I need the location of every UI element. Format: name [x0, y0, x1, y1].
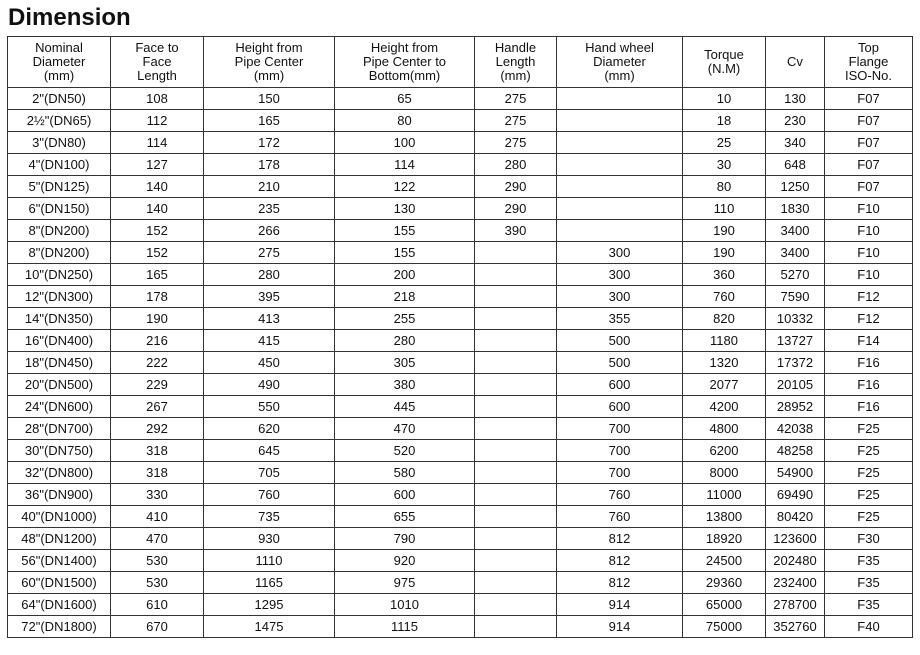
col-header-line: (mm) — [604, 68, 635, 83]
cell-handle-length — [475, 440, 557, 462]
cell-hand-wheel-diameter: 914 — [557, 594, 683, 616]
cell-hand-wheel-diameter: 500 — [557, 330, 683, 352]
cell-top-flange: F10 — [825, 198, 913, 220]
cell-top-flange: F12 — [825, 308, 913, 330]
table-body — [8, 88, 913, 638]
cell-top-flange: F14 — [825, 330, 913, 352]
cell-height-bottom: 255 — [335, 308, 475, 330]
cell-handle-length — [475, 242, 557, 264]
cell-torque: 8000 — [683, 462, 766, 484]
cell-cv: 28952 — [766, 396, 825, 418]
cell-handle-length — [475, 352, 557, 374]
cell-height-center: 266 — [204, 220, 335, 242]
cell-cv: 340 — [766, 132, 825, 154]
col-header-line: Nominal — [35, 40, 83, 55]
cell-nominal-diameter: 32"(DN800) — [8, 462, 111, 484]
col-header-height-center-to-bottom — [335, 37, 475, 88]
cell-nominal-diameter: 14"(DN350) — [8, 308, 111, 330]
cell-height-center: 413 — [204, 308, 335, 330]
table-row — [8, 308, 913, 330]
cell-nominal-diameter: 18"(DN450) — [8, 352, 111, 374]
cell-top-flange: F07 — [825, 88, 913, 110]
cell-handle-length — [475, 308, 557, 330]
cell-cv: 648 — [766, 154, 825, 176]
cell-face-to-face: 670 — [111, 616, 204, 638]
cell-height-bottom: 445 — [335, 396, 475, 418]
table-row — [8, 374, 913, 396]
cell-face-to-face: 330 — [111, 484, 204, 506]
col-header-line: Length — [137, 68, 177, 83]
cell-hand-wheel-diameter: 812 — [557, 528, 683, 550]
cell-height-bottom: 218 — [335, 286, 475, 308]
table-row — [8, 528, 913, 550]
cell-torque: 11000 — [683, 484, 766, 506]
cell-hand-wheel-diameter: 700 — [557, 462, 683, 484]
cell-nominal-diameter: 40"(DN1000) — [8, 506, 111, 528]
cell-nominal-diameter: 3"(DN80) — [8, 132, 111, 154]
cell-hand-wheel-diameter: 300 — [557, 264, 683, 286]
cell-hand-wheel-diameter: 760 — [557, 484, 683, 506]
cell-height-bottom: 114 — [335, 154, 475, 176]
cell-face-to-face: 112 — [111, 110, 204, 132]
cell-torque: 1320 — [683, 352, 766, 374]
cell-top-flange: F30 — [825, 528, 913, 550]
cell-height-bottom: 1010 — [335, 594, 475, 616]
table-row — [8, 88, 913, 110]
cell-torque: 80 — [683, 176, 766, 198]
cell-torque: 360 — [683, 264, 766, 286]
col-header-line: Cv — [787, 54, 803, 69]
cell-height-bottom: 1115 — [335, 616, 475, 638]
cell-height-bottom: 130 — [335, 198, 475, 220]
col-header-line: (mm) — [253, 68, 285, 83]
cell-hand-wheel-diameter — [557, 198, 683, 220]
cell-height-bottom: 200 — [335, 264, 475, 286]
cell-height-bottom: 305 — [335, 352, 475, 374]
table-row — [8, 220, 913, 242]
col-header-handle-length — [475, 37, 557, 88]
cell-hand-wheel-diameter: 300 — [557, 242, 683, 264]
cell-hand-wheel-diameter: 700 — [557, 440, 683, 462]
cell-hand-wheel-diameter: 355 — [557, 308, 683, 330]
cell-height-bottom: 65 — [335, 88, 475, 110]
table-row — [8, 286, 913, 308]
cell-height-center: 760 — [204, 484, 335, 506]
col-header-line: Handle — [494, 40, 537, 55]
col-header-line: Hand wheel — [585, 40, 654, 55]
cell-top-flange: F25 — [825, 506, 913, 528]
cell-height-bottom: 600 — [335, 484, 475, 506]
cell-hand-wheel-diameter: 812 — [557, 572, 683, 594]
cell-top-flange: F25 — [825, 418, 913, 440]
table-header-row — [8, 37, 913, 88]
cell-height-center: 275 — [204, 242, 335, 264]
cell-torque: 29360 — [683, 572, 766, 594]
cell-handle-length — [475, 594, 557, 616]
table-row — [8, 616, 913, 638]
cell-torque: 6200 — [683, 440, 766, 462]
cell-height-center: 1475 — [204, 616, 335, 638]
cell-height-bottom: 790 — [335, 528, 475, 550]
cell-hand-wheel-diameter — [557, 88, 683, 110]
cell-handle-length — [475, 462, 557, 484]
cell-face-to-face: 410 — [111, 506, 204, 528]
cell-nominal-diameter: 56"(DN1400) — [8, 550, 111, 572]
cell-nominal-diameter: 8"(DN200) — [8, 220, 111, 242]
cell-height-center: 1295 — [204, 594, 335, 616]
cell-height-center: 735 — [204, 506, 335, 528]
cell-cv: 48258 — [766, 440, 825, 462]
cell-cv: 1830 — [766, 198, 825, 220]
cell-height-bottom: 470 — [335, 418, 475, 440]
cell-height-bottom: 580 — [335, 462, 475, 484]
table-row — [8, 352, 913, 374]
cell-face-to-face: 165 — [111, 264, 204, 286]
cell-top-flange: F25 — [825, 462, 913, 484]
cell-hand-wheel-diameter: 700 — [557, 418, 683, 440]
col-header-line: Height from — [235, 40, 303, 55]
cell-cv: 17372 — [766, 352, 825, 374]
cell-hand-wheel-diameter: 500 — [557, 352, 683, 374]
col-header-line: Length — [495, 54, 536, 69]
cell-top-flange: F40 — [825, 616, 913, 638]
cell-cv: 5270 — [766, 264, 825, 286]
table-row — [8, 594, 913, 616]
cell-height-bottom: 100 — [335, 132, 475, 154]
cell-handle-length — [475, 616, 557, 638]
table-row — [8, 198, 913, 220]
cell-hand-wheel-diameter — [557, 110, 683, 132]
cell-height-center: 490 — [204, 374, 335, 396]
cell-handle-length: 280 — [475, 154, 557, 176]
cell-torque: 13800 — [683, 506, 766, 528]
cell-top-flange: F10 — [825, 242, 913, 264]
cell-face-to-face: 178 — [111, 286, 204, 308]
cell-handle-length — [475, 286, 557, 308]
cell-face-to-face: 140 — [111, 198, 204, 220]
cell-handle-length — [475, 484, 557, 506]
cell-height-center: 210 — [204, 176, 335, 198]
cell-cv: 130 — [766, 88, 825, 110]
cell-hand-wheel-diameter: 300 — [557, 286, 683, 308]
cell-face-to-face: 318 — [111, 462, 204, 484]
cell-cv: 54900 — [766, 462, 825, 484]
cell-height-center: 415 — [204, 330, 335, 352]
cell-nominal-diameter: 64"(DN1600) — [8, 594, 111, 616]
cell-handle-length — [475, 572, 557, 594]
table-row — [8, 330, 913, 352]
table-row — [8, 418, 913, 440]
cell-nominal-diameter: 60"(DN1500) — [8, 572, 111, 594]
cell-height-center: 172 — [204, 132, 335, 154]
cell-torque: 2077 — [683, 374, 766, 396]
cell-handle-length — [475, 418, 557, 440]
cell-torque: 820 — [683, 308, 766, 330]
cell-face-to-face: 114 — [111, 132, 204, 154]
cell-top-flange: F10 — [825, 264, 913, 286]
cell-cv: 7590 — [766, 286, 825, 308]
table-row — [8, 484, 913, 506]
col-header-line: (N.M) — [707, 61, 741, 76]
cell-handle-length: 390 — [475, 220, 557, 242]
cell-face-to-face: 108 — [111, 88, 204, 110]
cell-height-bottom: 920 — [335, 550, 475, 572]
cell-height-bottom: 155 — [335, 220, 475, 242]
col-header-line: Height from — [370, 40, 439, 55]
cell-height-bottom: 655 — [335, 506, 475, 528]
cell-top-flange: F35 — [825, 594, 913, 616]
col-header-line: (mm) — [500, 68, 531, 83]
cell-height-center: 550 — [204, 396, 335, 418]
cell-nominal-diameter: 10"(DN250) — [8, 264, 111, 286]
cell-nominal-diameter: 5"(DN125) — [8, 176, 111, 198]
cell-top-flange: F25 — [825, 484, 913, 506]
cell-torque: 110 — [683, 198, 766, 220]
cell-cv: 13727 — [766, 330, 825, 352]
col-header-line: Torque — [704, 47, 744, 62]
dimension-table — [7, 36, 913, 638]
cell-face-to-face: 292 — [111, 418, 204, 440]
table-row — [8, 264, 913, 286]
table-row — [8, 462, 913, 484]
table-row — [8, 176, 913, 198]
cell-handle-length — [475, 528, 557, 550]
cell-nominal-diameter: 8"(DN200) — [8, 242, 111, 264]
cell-height-center: 645 — [204, 440, 335, 462]
cell-face-to-face: 530 — [111, 572, 204, 594]
page-title: Dimension — [8, 4, 131, 31]
cell-hand-wheel-diameter: 760 — [557, 506, 683, 528]
cell-cv: 3400 — [766, 220, 825, 242]
cell-face-to-face: 229 — [111, 374, 204, 396]
cell-handle-length — [475, 506, 557, 528]
cell-top-flange: F12 — [825, 286, 913, 308]
cell-top-flange: F16 — [825, 396, 913, 418]
cell-nominal-diameter: 2½"(DN65) — [8, 110, 111, 132]
cell-handle-length — [475, 264, 557, 286]
col-header-line: Pipe Center to — [362, 54, 447, 69]
cell-torque: 190 — [683, 220, 766, 242]
col-header-top-flange — [825, 37, 913, 88]
cell-handle-length — [475, 374, 557, 396]
col-header-line: Flange — [848, 54, 889, 69]
cell-nominal-diameter: 6"(DN150) — [8, 198, 111, 220]
cell-height-bottom: 975 — [335, 572, 475, 594]
col-header-line: Face — [142, 54, 172, 69]
cell-height-center: 178 — [204, 154, 335, 176]
cell-nominal-diameter: 24"(DN600) — [8, 396, 111, 418]
cell-cv: 20105 — [766, 374, 825, 396]
cell-height-center: 150 — [204, 88, 335, 110]
col-header-nominal-diameter — [8, 37, 111, 88]
cell-cv: 80420 — [766, 506, 825, 528]
cell-face-to-face: 530 — [111, 550, 204, 572]
cell-torque: 1180 — [683, 330, 766, 352]
cell-face-to-face: 216 — [111, 330, 204, 352]
cell-top-flange: F07 — [825, 176, 913, 198]
cell-face-to-face: 140 — [111, 176, 204, 198]
cell-face-to-face: 318 — [111, 440, 204, 462]
cell-cv: 232400 — [766, 572, 825, 594]
cell-height-bottom: 122 — [335, 176, 475, 198]
cell-torque: 760 — [683, 286, 766, 308]
cell-torque: 75000 — [683, 616, 766, 638]
cell-height-center: 395 — [204, 286, 335, 308]
table-row — [8, 242, 913, 264]
col-header-face-to-face-length — [111, 37, 204, 88]
cell-height-center: 280 — [204, 264, 335, 286]
cell-height-center: 165 — [204, 110, 335, 132]
cell-torque: 190 — [683, 242, 766, 264]
table-row — [8, 110, 913, 132]
table-row — [8, 132, 913, 154]
cell-nominal-diameter: 16"(DN400) — [8, 330, 111, 352]
table-row — [8, 396, 913, 418]
cell-face-to-face: 267 — [111, 396, 204, 418]
cell-top-flange: F16 — [825, 374, 913, 396]
cell-height-bottom: 80 — [335, 110, 475, 132]
cell-torque: 4800 — [683, 418, 766, 440]
cell-nominal-diameter: 20"(DN500) — [8, 374, 111, 396]
cell-face-to-face: 127 — [111, 154, 204, 176]
cell-top-flange: F35 — [825, 550, 913, 572]
cell-handle-length: 275 — [475, 132, 557, 154]
cell-nominal-diameter: 28"(DN700) — [8, 418, 111, 440]
cell-cv: 42038 — [766, 418, 825, 440]
cell-top-flange: F25 — [825, 440, 913, 462]
cell-nominal-diameter: 36"(DN900) — [8, 484, 111, 506]
cell-handle-length — [475, 550, 557, 572]
cell-top-flange: F35 — [825, 572, 913, 594]
cell-hand-wheel-diameter — [557, 154, 683, 176]
cell-handle-length: 290 — [475, 176, 557, 198]
col-header-line: ISO-No. — [845, 68, 892, 83]
cell-torque: 10 — [683, 88, 766, 110]
cell-top-flange: F16 — [825, 352, 913, 374]
cell-height-bottom: 155 — [335, 242, 475, 264]
cell-torque: 24500 — [683, 550, 766, 572]
table-row — [8, 550, 913, 572]
cell-handle-length: 275 — [475, 110, 557, 132]
cell-cv: 230 — [766, 110, 825, 132]
cell-top-flange: F10 — [825, 220, 913, 242]
cell-torque: 4200 — [683, 396, 766, 418]
cell-face-to-face: 152 — [111, 220, 204, 242]
cell-nominal-diameter: 48"(DN1200) — [8, 528, 111, 550]
table-row — [8, 154, 913, 176]
cell-handle-length: 275 — [475, 88, 557, 110]
cell-hand-wheel-diameter: 914 — [557, 616, 683, 638]
cell-height-center: 235 — [204, 198, 335, 220]
cell-face-to-face: 610 — [111, 594, 204, 616]
cell-hand-wheel-diameter: 812 — [557, 550, 683, 572]
col-header-height-from-pipe-center — [204, 37, 335, 88]
col-header-line: Diameter — [593, 54, 646, 69]
cell-hand-wheel-diameter — [557, 220, 683, 242]
cell-height-bottom: 520 — [335, 440, 475, 462]
cell-handle-length — [475, 330, 557, 352]
cell-cv: 278700 — [766, 594, 825, 616]
col-header-line: Face to — [135, 40, 179, 55]
cell-face-to-face: 222 — [111, 352, 204, 374]
cell-face-to-face: 470 — [111, 528, 204, 550]
table-row — [8, 440, 913, 462]
table-row — [8, 572, 913, 594]
cell-face-to-face: 152 — [111, 242, 204, 264]
cell-height-center: 1110 — [204, 550, 335, 572]
cell-nominal-diameter: 2"(DN50) — [8, 88, 111, 110]
cell-hand-wheel-diameter — [557, 132, 683, 154]
cell-height-center: 930 — [204, 528, 335, 550]
cell-torque: 25 — [683, 132, 766, 154]
cell-torque: 30 — [683, 154, 766, 176]
cell-torque: 18920 — [683, 528, 766, 550]
col-header-line: Top — [858, 40, 879, 55]
cell-hand-wheel-diameter: 600 — [557, 396, 683, 418]
col-header-line: Bottom(mm) — [368, 68, 441, 83]
cell-height-bottom: 380 — [335, 374, 475, 396]
cell-height-center: 705 — [204, 462, 335, 484]
col-header-hand-wheel-diameter — [557, 37, 683, 88]
cell-cv: 3400 — [766, 242, 825, 264]
cell-face-to-face: 190 — [111, 308, 204, 330]
col-header-line: Pipe Center — [234, 54, 304, 69]
cell-top-flange: F07 — [825, 154, 913, 176]
cell-hand-wheel-diameter — [557, 176, 683, 198]
cell-torque: 18 — [683, 110, 766, 132]
col-header-torque — [683, 37, 766, 88]
cell-height-bottom: 280 — [335, 330, 475, 352]
table-row — [8, 506, 913, 528]
col-header-cv — [766, 37, 825, 88]
cell-handle-length: 290 — [475, 198, 557, 220]
cell-handle-length — [475, 396, 557, 418]
cell-height-center: 620 — [204, 418, 335, 440]
cell-height-center: 1165 — [204, 572, 335, 594]
cell-height-center: 450 — [204, 352, 335, 374]
cell-cv: 10332 — [766, 308, 825, 330]
cell-top-flange: F07 — [825, 110, 913, 132]
cell-cv: 1250 — [766, 176, 825, 198]
cell-cv: 123600 — [766, 528, 825, 550]
col-header-line: Diameter — [32, 54, 86, 69]
cell-top-flange: F07 — [825, 132, 913, 154]
cell-cv: 352760 — [766, 616, 825, 638]
cell-cv: 69490 — [766, 484, 825, 506]
cell-nominal-diameter: 4"(DN100) — [8, 154, 111, 176]
cell-torque: 65000 — [683, 594, 766, 616]
cell-nominal-diameter: 12"(DN300) — [8, 286, 111, 308]
cell-nominal-diameter: 72"(DN1800) — [8, 616, 111, 638]
cell-cv: 202480 — [766, 550, 825, 572]
cell-nominal-diameter: 30"(DN750) — [8, 440, 111, 462]
col-header-line: (mm) — [43, 68, 75, 83]
cell-hand-wheel-diameter: 600 — [557, 374, 683, 396]
